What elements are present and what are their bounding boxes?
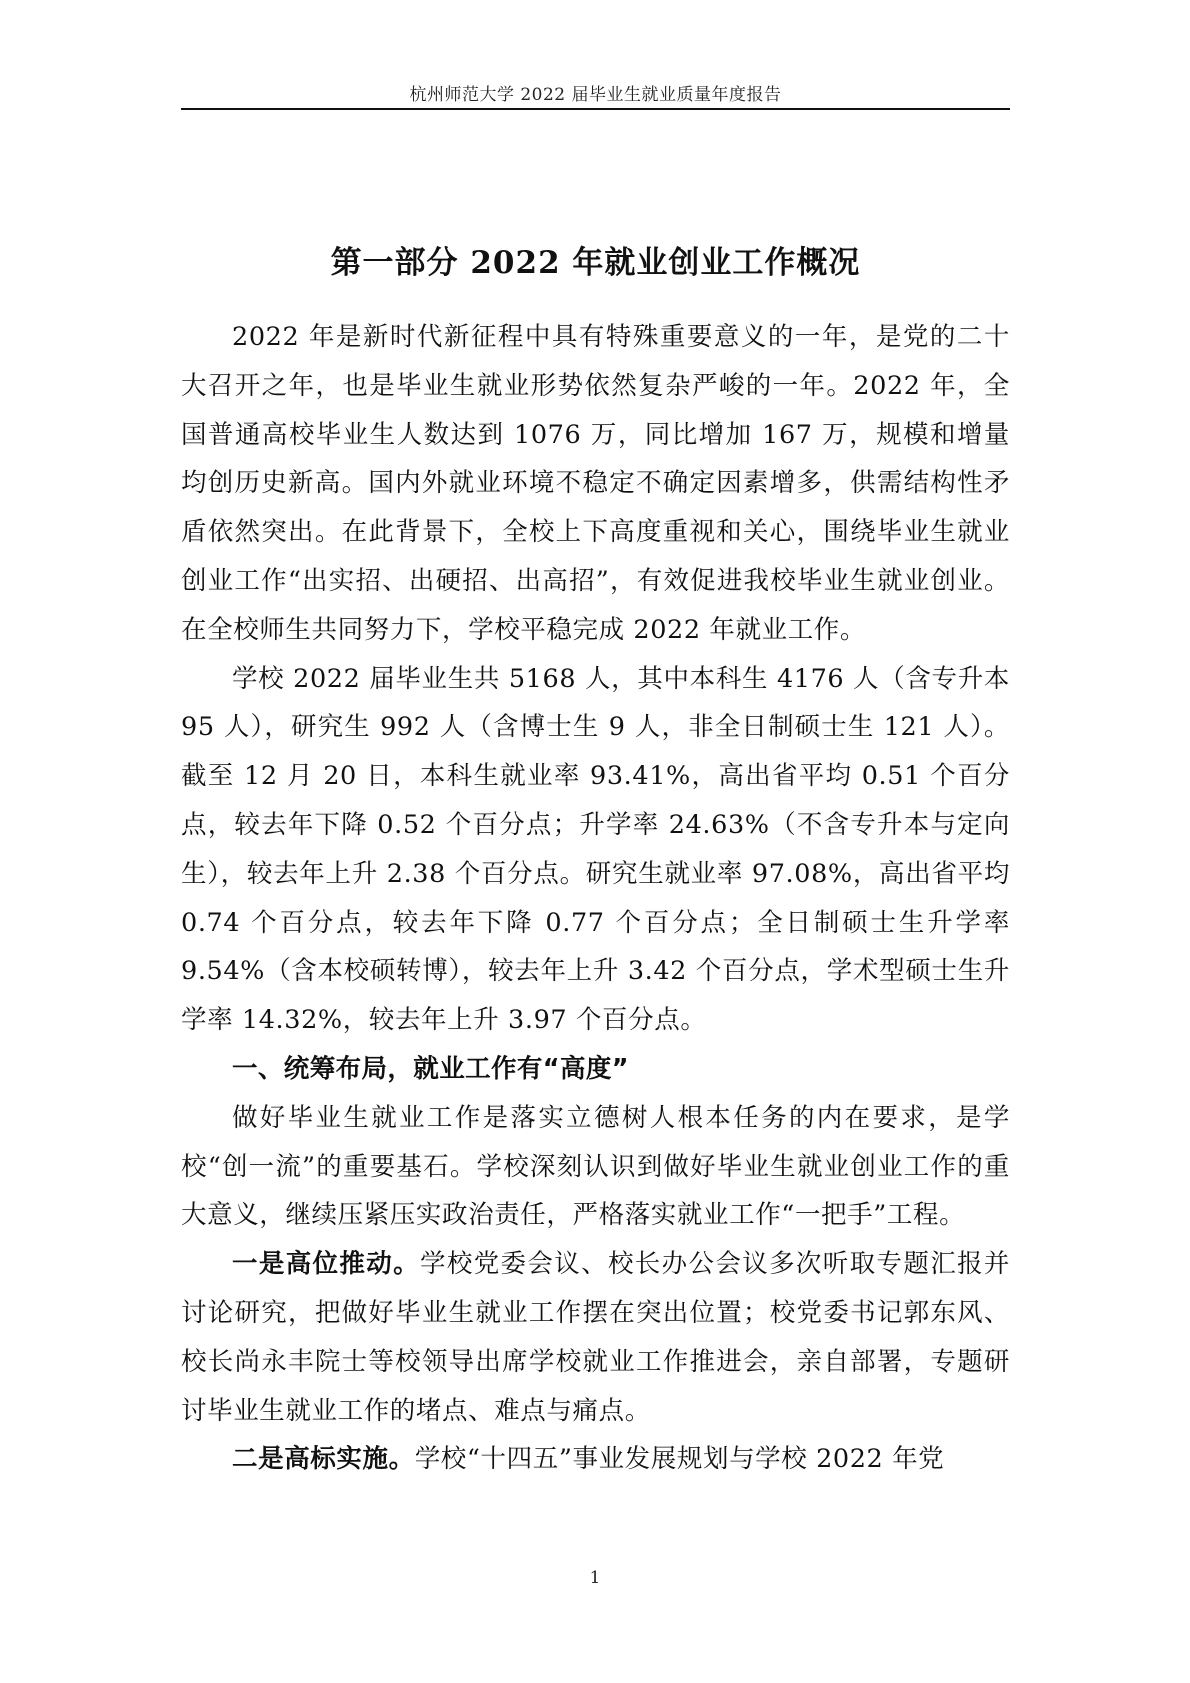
document-body xyxy=(181,313,1010,1484)
running-header: 杭州师范大学 2022 届毕业生就业质量年度报告 xyxy=(409,85,782,105)
page-number: 1 xyxy=(589,1568,601,1588)
page-title: 第一部分 2022 年就业创业工作概况 xyxy=(330,244,861,281)
paragraph-overview: 2022 年是新时代新征程中具有特殊重要意义的一年，是党的二十大召开之年，也是毕业生就业形势依然复杂严峻的一年。2022 年，全国普通高校毕业生人数达到 1076 万，同比增加 167 万，规模和增量均创历史新高。国内外就业环境不稳定不确定因素增多，供需结构性矛盾依然突出。在此背景下，全校上下高度重视和关心，围绕毕业生就业创业工作“出实招、出硬招、出高招”，有效促进我校毕业生就业创业。在全校师生共同努力下，学校平稳完成 2022 年就业工作。 xyxy=(181,322,1010,645)
paragraph-statistics: 学校 2022 届毕业生共 5168 人，其中本科生 4176 人（含专升本 95 人），研究生 992 人（含博士生 9 人，非全日制硕士生 121 人）。截至 12 月 20 日，本科生就业率 93.41%，高出省平均 0.51 个百分点，较去年下降 0.52 个百分点；升学率 24.63%（不含专升本与定向生），较去年上升 2.38 个百分点。研究生就业率 97.08%，高出省平均 0.74 个百分点，较去年下降 0.77 个百分点；全日制硕士生升学率 9.54%（含本校硕转博），较去年上升 3.42 个百分点，学术型硕士生升学率 14.32%，较去年上升 3.97 个百分点。 xyxy=(181,663,1010,1036)
paragraph-lead: 一是高位推动。 xyxy=(232,1249,420,1280)
paragraph-text: 学校“十四五”事业发展规划与学校 2022 年党 xyxy=(414,1444,945,1475)
paragraph-high-standard xyxy=(181,1435,1010,1484)
paragraph-text: 学校党委会议、校长办公会议多次听取专题汇报并讨论研究，把做好毕业生就业工作摆在突出位置；校党委书记郭东风、校长尚永丰院士等校领导出席学校就业工作推进会，亲自部署，专题研讨毕业生就业工作的堵点、难点与痛点。 xyxy=(181,1249,1011,1426)
section-heading: 一、统筹布局，就业工作有“高度” xyxy=(232,1053,629,1084)
paragraph-high-level-push xyxy=(181,1240,1010,1435)
header-divider xyxy=(181,108,1010,110)
paragraph-lead: 二是高标实施。 xyxy=(232,1444,415,1475)
paragraph-section-intro: 做好毕业生就业工作是落实立德树人根本任务的内在要求，是学校“创一流”的重要基石。学校深刻认识到做好毕业生就业创业工作的重大意义，继续压紧压实政治责任，严格落实就业工作“一把手”工程。 xyxy=(181,1102,1010,1231)
